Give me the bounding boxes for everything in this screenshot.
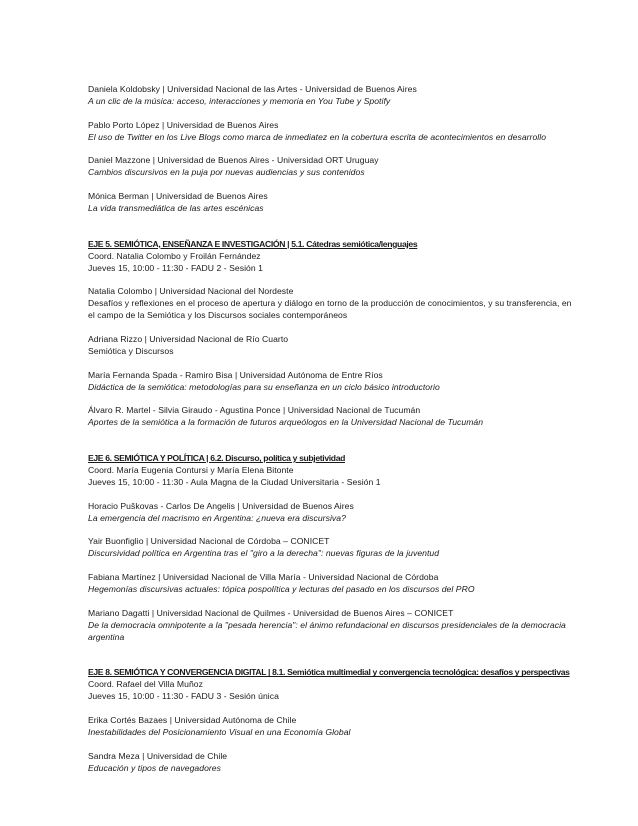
section-heading: EJE 6. SEMIÓTICA Y POLÍTICA | 6.2. Discurso, política y subjetividad [88, 453, 346, 464]
paper-title: Didáctica de la semiótica: metodologías para su enseñanza en un ciclo básico introductorio [88, 381, 440, 392]
paper-entry [88, 84, 574, 108]
paper-author: Fabiana Martínez | Universidad Nacional de Villa María - Universidad Nacional de Córdoba [88, 572, 439, 583]
paper-entry [88, 286, 574, 322]
paper-author: Pablo Porto López | Universidad de Buenos Aires [88, 119, 279, 130]
paper-title: Aportes de la semiótica a la formación de futuros arqueólogos en la Universidad Nacional de Tucumán [88, 417, 484, 428]
paper-title: Educación y tipos de navegadores [88, 762, 221, 773]
paper-title: Semiótica y Discursos [88, 345, 174, 356]
session-schedule: Jueves 15, 10:00 - 11:30 - Aula Magna de la Ciudad Universitaria - Sesión 1 [88, 476, 381, 487]
paper-author: Yair Buonfiglio | Universidad Nacional de Córdoba – CONICET [88, 536, 330, 547]
paper-author: Daniela Koldobsky | Universidad Nacional de las Artes - Universidad de Buenos Aires [88, 84, 417, 94]
paper-author: Sandra Meza | Universidad de Chile [88, 750, 228, 761]
session-coordinators: Coord. Rafael del Villa Muñoz [88, 679, 203, 690]
paper-title: De la democracia omnipotente a la "pesada herencia": el ánimo refundacional en discursos presidenciales de la democracia argentina [88, 619, 566, 642]
paper-title: Discursividad política en Argentina tras el "giro a la derecha": nuevas figuras de la juventud [88, 548, 440, 559]
paper-title: El uso de Twitter en los Live Blogs como marca de inmediatez en la cobertura escrita de acontecimientos en desarrollo [88, 131, 547, 142]
session-coordinators: Coord. Natalia Colombo y Froilán Fernández [88, 250, 261, 261]
paper-author: Mariano Dagatti | Universidad Nacional de Quilmes - Universidad de Buenos Aires – CONICET [88, 607, 454, 618]
paper-entry [88, 370, 574, 394]
paper-title: Inestabilidades del Posicionamiento Visual en una Economía Global [88, 726, 351, 737]
paper-entry [88, 608, 574, 644]
paper-author: Natalia Colombo | Universidad Nacional del Nordeste [88, 286, 294, 297]
paper-entry [88, 191, 574, 215]
paper-entry [88, 155, 574, 179]
paper-title: La emergencia del macrismo en Argentina: ¿nueva era discursiva? [88, 512, 346, 523]
section-heading: EJE 8. SEMIÓTICA Y CONVERGENCIA DIGITAL | 8.1. Semiótica multimedial y convergencia tecnológica: desafíos y perspectivas [88, 667, 570, 678]
paper-title: La vida transmediática de las artes escénicas [88, 203, 264, 214]
session-schedule: Jueves 15, 10:00 - 11:30 - FADU 3 - Sesión única [88, 691, 279, 702]
program-content [88, 84, 574, 786]
paper-entry [88, 536, 574, 560]
paper-entry [88, 334, 574, 358]
section-heading: EJE 5. SEMIÓTICA, ENSEÑANZA E INVESTIGACIÓN | 5.1. Cátedras semiótica/lenguajes [88, 238, 418, 249]
paper-title: Desafíos y reflexiones en el proceso de apertura y diálogo en torno de la producción de conocimientos, y su transferencia, en el campo de la Semiótica y los Discursos sociales contemporáneos [88, 298, 572, 321]
session-schedule: Jueves 15, 10:00 - 11:30 - FADU 2 - Sesión 1 [88, 262, 263, 273]
paper-entry [88, 405, 574, 429]
paper-entry [88, 715, 574, 739]
session-header [88, 239, 574, 275]
paper-author: Horacio Puškovas - Carlos De Angelis | Universidad de Buenos Aires [88, 500, 354, 511]
paper-entry [88, 501, 574, 525]
paper-title: A un clic de la música: acceso, interacciones y memoria en You Tube y Spotify [88, 95, 391, 106]
paper-author: Erika Cortés Bazaes | Universidad Autónoma de Chile [88, 715, 297, 726]
paper-author: Adriana Rizzo | Universidad Nacional de Río Cuarto [88, 334, 289, 345]
paper-title: Hegemonías discursivas actuales: tópica pospolítica y lecturas del pasado en los discursos del PRO [88, 584, 475, 595]
session-header [88, 667, 574, 703]
session-header [88, 453, 574, 489]
paper-author: Mónica Berman | Universidad de Buenos Aires [88, 191, 268, 202]
paper-entry [88, 120, 574, 144]
paper-author: Álvaro R. Martel - Silvia Giraudo - Agustina Ponce | Universidad Nacional de Tucumán [88, 405, 421, 416]
paper-author: María Fernanda Spada - Ramiro Bisa | Universidad Autónoma de Entre Ríos [88, 369, 383, 380]
paper-author: Daniel Mazzone | Universidad de Buenos Aires - Universidad ORT Uruguay [88, 155, 379, 166]
session-coordinators: Coord. María Eugenia Contursi y María Elena Bitonte [88, 465, 294, 476]
paper-entry [88, 572, 574, 596]
paper-title: Cambios discursivos en la puja por nuevas audiencias y sus contenidos [88, 167, 365, 178]
paper-entry [88, 751, 574, 775]
